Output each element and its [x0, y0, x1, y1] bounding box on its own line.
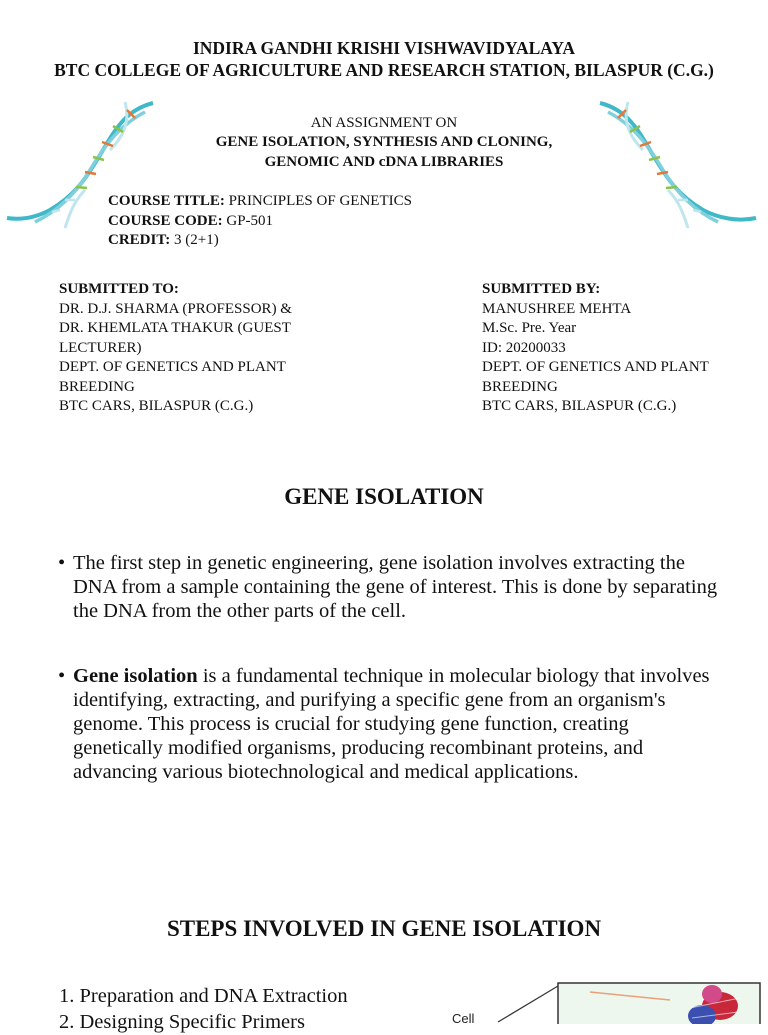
- student-id: ID: 20200033: [482, 339, 566, 356]
- bullet-item: [58, 551, 718, 623]
- submitted-to-block: [59, 280, 329, 417]
- submitted-to-label: SUBMITTED TO:: [59, 281, 179, 297]
- student-college: BTC CARS, BILASPUR (C.G.): [482, 398, 677, 414]
- student-name: MANUSHREE MEHTA: [482, 300, 632, 317]
- assignment-topic-line1: GENE ISOLATION, SYNTHESIS AND CLONING,: [215, 134, 553, 150]
- assignment-intro: AN ASSIGNMENT ON: [310, 115, 458, 131]
- student-dept: DEPT. OF GENETICS AND PLANT BREEDING: [482, 359, 709, 395]
- submitted-to-line2: DR. KHEMLATA THAKUR (GUEST LECTURER): [59, 320, 291, 356]
- submitted-to-line1: DR. D.J. SHARMA (PROFESSOR) &: [59, 300, 292, 317]
- bullet-text-1: • The first step in genetic engineering, gene isolation involves extracting the DNA from a sample containing the gene of interest. This is done by separating the DNA from the other parts of the cell.: [58, 551, 718, 623]
- bullet-item: [58, 664, 718, 784]
- gene-isolation-heading: GENE ISOLATION: [284, 484, 484, 509]
- steps-list: [59, 983, 348, 1035]
- step-item: 1. Preparation and DNA Extraction: [59, 985, 348, 1007]
- cell-label: Cell: [452, 1011, 475, 1024]
- course-credit: CREDIT: 3 (2+1): [108, 232, 219, 248]
- step-item: 2. Designing Specific Primers: [59, 1011, 305, 1033]
- course-code: COURSE CODE: GP-501: [108, 212, 274, 229]
- course-info: [108, 192, 412, 251]
- cell-figure: [440, 978, 768, 1024]
- assignment-topic-line2: GENOMIC AND cDNA LIBRARIES: [264, 153, 504, 170]
- submitted-to-line4: BTC CARS, BILASPUR (C.G.): [59, 398, 254, 414]
- bullet-text-2: • Gene isolation is a fundamental technique in molecular biology that involves identifying, extracting, and purifying a specific gene from an organism's genome. This process is crucial for studying gene function, creating genetically modified organisms, producing recombinant proteins, and advancing various biotechnological and medical applications.: [58, 664, 718, 784]
- assignment-topic: [0, 133, 768, 172]
- submitted-to-line3: DEPT. OF GENETICS AND PLANT BREEDING: [59, 359, 286, 395]
- student-year: M.Sc. Pre. Year: [482, 320, 577, 336]
- steps-heading: STEPS INVOLVED IN GENE ISOLATION: [166, 916, 602, 941]
- university-name: INDIRA GANDHI KRISHI VISHWAVIDYALAYA: [192, 38, 576, 58]
- course-title: COURSE TITLE: PRINCIPLES OF GENETICS: [108, 193, 412, 209]
- submitted-by-block: [482, 280, 722, 417]
- submitted-by-label: SUBMITTED BY:: [482, 281, 601, 297]
- college-name: BTC COLLEGE OF AGRICULTURE AND RESEARCH STATION, BILASPUR (C.G.): [54, 60, 714, 80]
